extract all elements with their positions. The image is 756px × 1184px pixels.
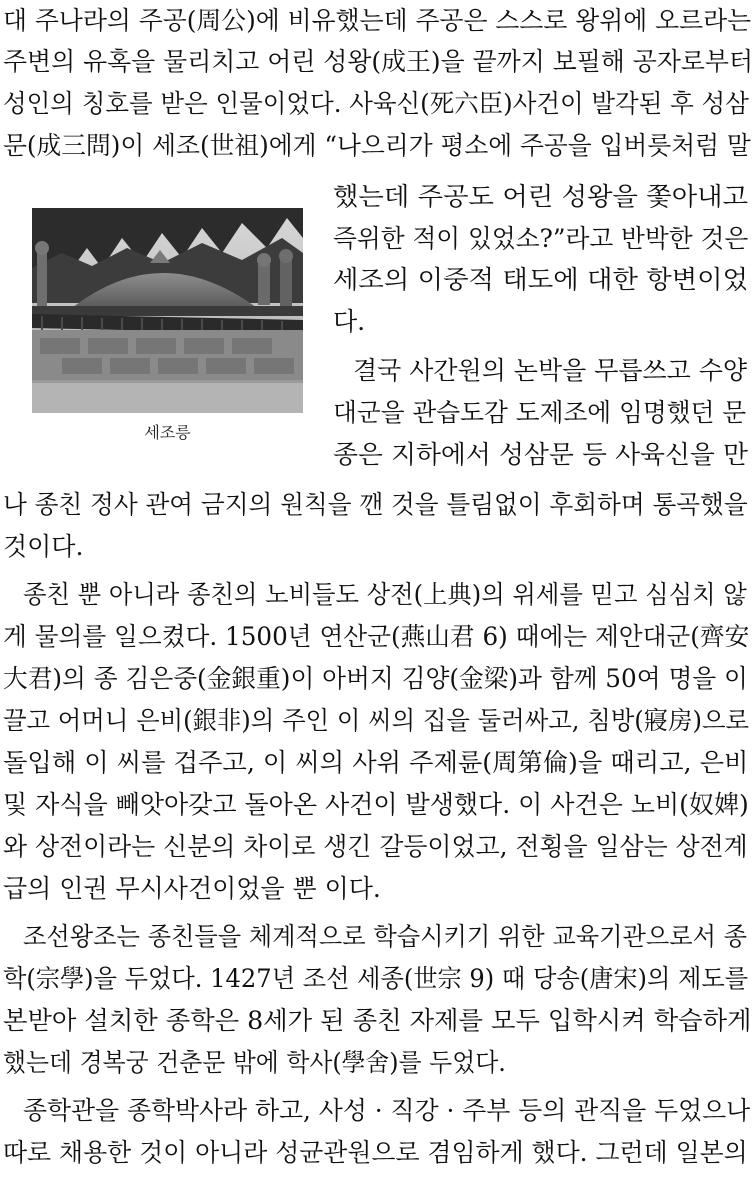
body-text-line: 종은 지하에서 성삼문 등 사육신을 만 bbox=[333, 440, 748, 469]
body-text-line: 문(成三問)이 세조(世祖)에게 “나으리가 평소에 주공을 입버릇처럼 말 bbox=[3, 131, 751, 160]
body-text-line: 본받아 설치한 종학은 8세가 된 종친 자제를 모두 입학시켜 학습하게 bbox=[3, 1006, 752, 1035]
body-text-line: 따로 채용한 것이 아니라 성균관원으로 겸임하게 했다. 그런데 일본의 bbox=[3, 1138, 748, 1167]
tomb-photo bbox=[32, 208, 303, 413]
body-text-line: 급의 인권 무시사건이었을 뿐 이다. bbox=[3, 874, 381, 903]
body-text-line: 게 물의를 일으켰다. 1500년 연산군(燕山君 6) 때에는 제안대군(齊安 bbox=[3, 622, 750, 651]
body-text-line: 종친 뿐 아니라 종친의 노비들도 상전(上典)의 위세를 믿고 심심치 않 bbox=[23, 580, 747, 609]
body-text-line: 즉위한 적이 있었소?”라고 반박한 것은 bbox=[333, 224, 749, 253]
body-text-line: 조선왕조는 종친들을 체계적으로 학습시키기 위한 교육기관으로서 종 bbox=[23, 922, 748, 951]
body-text-line: 다. bbox=[333, 307, 366, 336]
body-text-line: 나 종친 정사 관여 금지의 원칙을 깬 것을 틀림없이 후회하며 통곡했을 bbox=[3, 490, 748, 519]
photo-caption: 세조릉 bbox=[144, 423, 191, 442]
body-text-line: 성인의 칭호를 받은 인물이었다. 사육신(死六臣)사건이 발각된 후 성삼 bbox=[3, 89, 749, 118]
body-text-line: 결국 사간원의 논박을 무릅쓰고 수양 bbox=[353, 356, 748, 385]
body-text-line: 와 상전이라는 신분의 차이로 생긴 갈등이었고, 전횡을 일삼는 상전계 bbox=[3, 832, 748, 861]
body-text-line: 종학관을 종학박사라 하고, 사성 · 직강 · 주부 등의 관직을 두었으나 bbox=[23, 1096, 751, 1125]
body-text-line: 끌고 어머니 은비(銀非)의 주인 이 씨의 집을 둘러싸고, 침방(寢房)으로 bbox=[3, 706, 750, 735]
tomb-photo-illustration bbox=[32, 208, 303, 413]
body-text-line: 했는데 경복궁 건춘문 밖에 학사(學舍)를 두었다. bbox=[3, 1048, 506, 1077]
body-text-line: 돌입해 이 씨를 겁주고, 이 씨의 사위 주제륜(周第倫)을 때리고, 은비 bbox=[3, 748, 749, 777]
body-text-line: 학(宗學)을 두었다. 1427년 조선 세종(世宗 9) 때 당송(唐宋)의 제도를 bbox=[3, 964, 749, 993]
body-text-line: 것이다. bbox=[3, 532, 84, 561]
body-text-line: 대군을 관습도감 도제조에 임명했던 문 bbox=[333, 398, 747, 427]
body-text-line: 대 주나라의 주공(周公)에 비유했는데 주공은 스스로 왕위에 오르라는 bbox=[3, 6, 752, 35]
body-text-line: 했는데 주공도 어린 성왕을 쫓아내고 bbox=[333, 182, 749, 211]
body-text-line: 세조의 이중적 태도에 대한 항변이었 bbox=[333, 265, 749, 294]
body-text-line: 주변의 유혹을 물리치고 어린 성왕(成王)을 끝까지 보필해 공자로부터 bbox=[3, 47, 754, 76]
body-text-line: 大君)의 종 김은중(金銀重)이 아버지 김양(金梁)과 함께 50여 명을 이 bbox=[3, 664, 748, 693]
body-text-line: 및 자식을 빼앗아갖고 돌아온 사건이 발생했다. 이 사건은 노비(奴婢) bbox=[3, 790, 749, 819]
